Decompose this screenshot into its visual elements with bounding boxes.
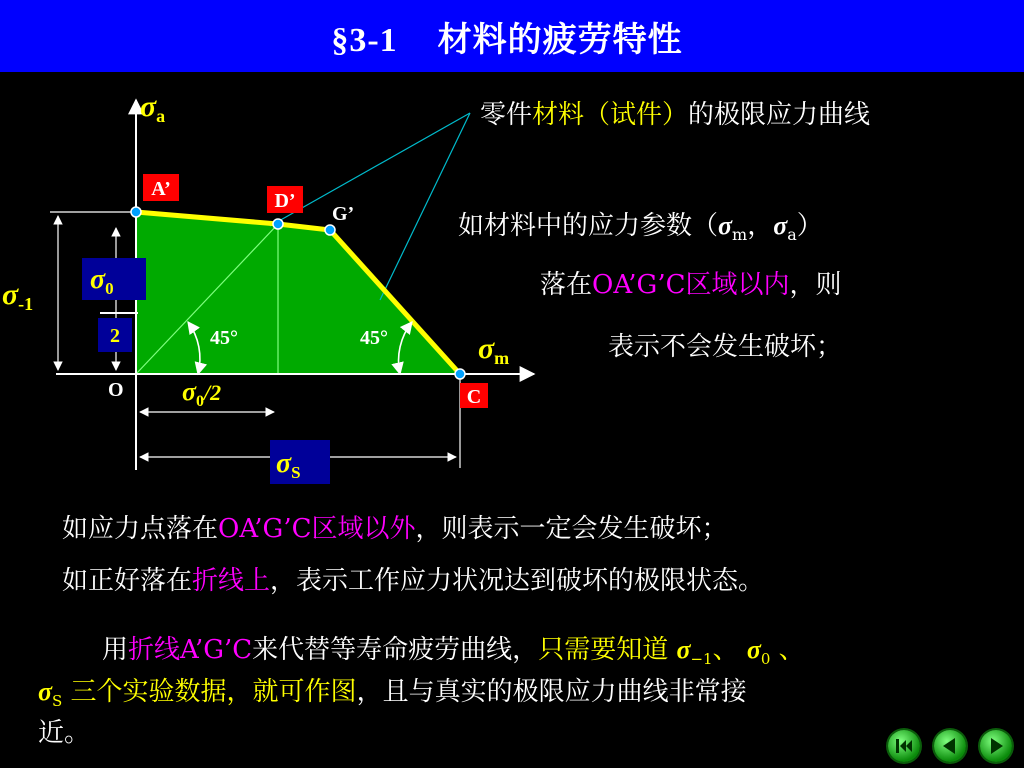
prev-icon	[934, 730, 966, 762]
first-icon	[888, 730, 920, 762]
text-line-3: 落在OA’G’C区域以内，则	[540, 270, 842, 300]
label-c: C	[466, 386, 482, 408]
section-title: 材料的疲劳特性	[437, 21, 683, 59]
text-line-7: 用折线A’G’C来代替等寿命疲劳曲线，只需要知道 $\sigma_{-1}$、 $\sigma_0$ 、	[102, 635, 805, 669]
point-c	[455, 369, 465, 379]
x-axis-label: $\sigma_m$	[478, 332, 510, 368]
label-g: G’	[332, 203, 355, 225]
sigmaS-label: $\sigma_S$	[276, 448, 301, 482]
point-a	[131, 207, 141, 217]
highlight-polyline-agc: 折线A’G’C	[128, 635, 253, 665]
sigma0-half-label: $\sigma_0^{/2}$	[182, 377, 222, 410]
text-line-2: 如材料中的应力参数（$\sigma_m$，$\sigma_a$）	[458, 211, 823, 245]
angle-label-1: 45°	[210, 327, 238, 349]
highlight-material: 材料（试件）	[532, 100, 689, 130]
next-slide-button[interactable]	[980, 730, 1012, 762]
text-line-4: 表示不会发生破坏；	[608, 332, 843, 362]
prev-slide-button[interactable]	[934, 730, 966, 762]
text-line-5: 如应力点落在OA’G’C区域以外，则表示一定会发生破坏；	[62, 514, 728, 544]
angle-label-2: 45°	[360, 327, 388, 349]
label-a: A’	[151, 178, 171, 200]
title-bar	[0, 0, 1024, 72]
next-icon	[980, 730, 1012, 762]
leader-line-2	[380, 113, 470, 300]
sigma-minus1-label: $\sigma_{-1}$	[2, 278, 34, 314]
text-line-1: 零件材料（试件）的极限应力曲线	[480, 100, 871, 130]
goodman-diagram	[0, 72, 1024, 492]
y-axis-label: $\sigma_a$	[140, 90, 166, 126]
point-g	[325, 225, 335, 235]
text-line-9: 近。	[38, 718, 91, 748]
page-title	[331, 12, 682, 61]
label-d: D’	[274, 190, 296, 212]
text-line-6: 如正好落在折线上，表示工作应力状况达到破坏的极限状态。	[62, 566, 765, 596]
point-d	[273, 219, 283, 229]
first-slide-button[interactable]	[888, 730, 920, 762]
section-number: §3-1	[331, 21, 398, 59]
highlight-polyline: 折线上	[192, 566, 271, 596]
safe-region	[136, 212, 460, 374]
sigma0-label: $\sigma_0$	[90, 264, 114, 298]
highlight-outside: OA’G’C区域以外	[218, 514, 416, 544]
text-line-8: $\sigma_S$ 三个实验数据，就可作图，且与真实的极限应力曲线非常接	[38, 677, 747, 711]
highlight-inside: OA’G’C区域以内	[592, 270, 790, 300]
sigma0-over2-denominator: 2	[110, 325, 120, 347]
label-origin: O	[108, 379, 124, 401]
